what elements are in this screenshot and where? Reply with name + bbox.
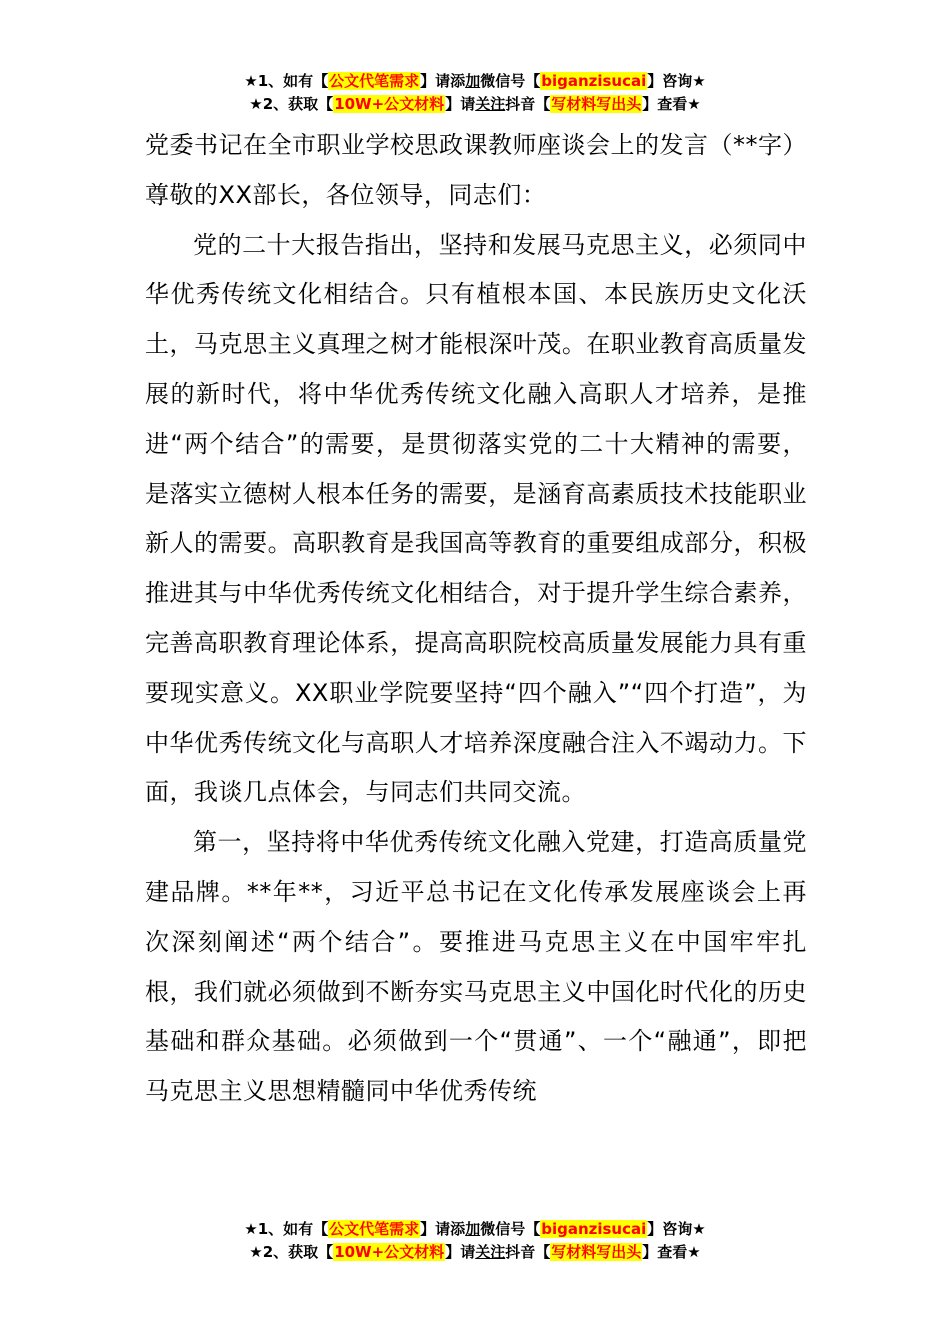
promo-text: 】查看★	[642, 95, 701, 113]
promo-text: 抖音【	[505, 1243, 551, 1261]
promo-text: 】请添	[420, 1220, 466, 1238]
promo-line-1	[0, 1218, 950, 1241]
promo-text: 】咨询★	[647, 1220, 706, 1238]
promo-underline: 加	[465, 1220, 481, 1238]
paragraph-2: 第一，坚持将中华优秀传统文化融入党建，打造高质量党建品牌。**年**，习近平总书记在文化传承发展座谈会上再次深刻阐述“两个结合”。要推进马克思主义在中国牢牢扎根，我们就必须做到不断夯实马克思主义中国化时代化的历史基础和群众基础。必须做到一个“贯通”、一个“融通”，即把马克思主义思想精髓同中华优秀传统	[145, 828, 807, 1106]
salutation: 尊敬的XX部长，各位领导，同志们：	[145, 180, 547, 209]
promo-text: 微信号【	[480, 72, 541, 90]
promo-line-1	[0, 70, 950, 93]
promo-text: 】咨询★	[647, 72, 706, 90]
footer-promo-banner	[0, 1218, 950, 1264]
paragraph-1: 党的二十大报告指出，坚持和发展马克思主义，必须同中华优秀传统文化相结合。只有植根本国、本民族历史文化沃土，马克思主义真理之树才能根深叶茂。在职业教育高质量发展的新时代，将中华优秀传统文化融入高职人才培养，是推进“两个结合”的需要，是贯彻落实党的二十大精神的需要，是落实立德树人根本任务的需要，是涵育高素质技术技能职业新人的需要。高职教育是我国高等教育的重要组成部分，积极推进其与中华优秀传统文化相结合，对于提升学生综合素养，完善高职教育理论体系，提高高职院校高质量发展能力具有重要现实意义。XX职业学院要坚持“四个融入”“四个打造”，为中华优秀传统文化与高职人才培养深度融合注入不竭动力。下面，我谈几点体会，与同志们共同交流。	[145, 230, 807, 807]
promo-text: ★2、获取【	[249, 1243, 334, 1261]
promo-text: 】请添	[420, 72, 466, 90]
promo-text: ★1、如有【	[244, 72, 329, 90]
promo-line-2	[0, 93, 950, 116]
promo-text: 抖音【	[505, 95, 551, 113]
promo-highlight: 10W+公文材料	[334, 95, 445, 113]
document-body	[145, 121, 807, 1117]
promo-text: 】请	[445, 1243, 476, 1261]
promo-highlight: 公文代笔需求	[329, 72, 420, 90]
promo-underline: 关注	[475, 1243, 506, 1261]
promo-wechat-id: biganzisucai	[541, 1220, 647, 1238]
document-title: 党委书记在全市职业学校思政课教师座谈会上的发言（**字）	[145, 131, 807, 159]
promo-highlight: 10W+公文材料	[334, 1243, 445, 1261]
promo-highlight: 公文代笔需求	[329, 1220, 420, 1238]
promo-text: 】查看★	[642, 1243, 701, 1261]
promo-douyin-id: 写材料写出头	[551, 1243, 642, 1261]
promo-text: ★1、如有【	[244, 1220, 329, 1238]
promo-underline: 关注	[475, 95, 506, 113]
promo-text: ★2、获取【	[249, 95, 334, 113]
promo-douyin-id: 写材料写出头	[551, 95, 642, 113]
promo-text: 微信号【	[480, 1220, 541, 1238]
promo-line-2	[0, 1241, 950, 1264]
promo-text: 】请	[445, 95, 476, 113]
promo-underline: 加	[465, 72, 481, 90]
promo-wechat-id: biganzisucai	[541, 72, 647, 90]
header-promo-banner	[0, 70, 950, 116]
